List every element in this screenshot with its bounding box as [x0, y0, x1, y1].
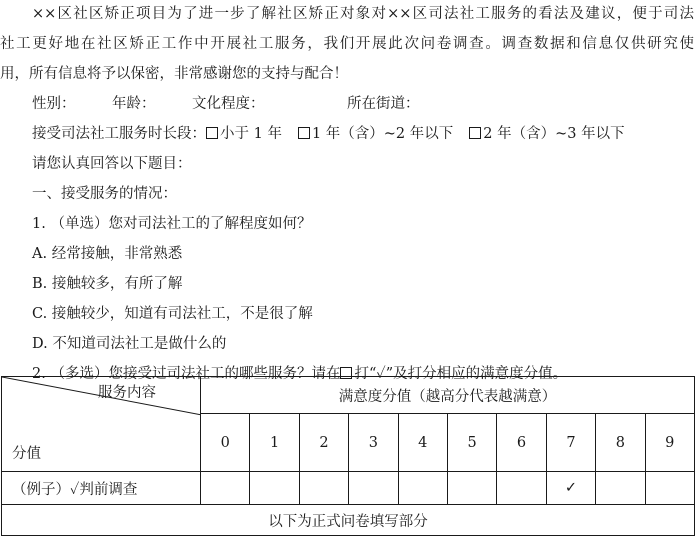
intro-line-1: ××区社区矫正项目为了进一步了解社区矫正对象对××区司法社工服务的看法及建议，便于司法: [32, 6, 694, 22]
example-label: （例子）✓判前调查: [2, 472, 201, 505]
duration-row: [32, 124, 625, 144]
satisfaction-table: [1, 376, 695, 536]
q1-option-b: B. 接触较多，有所了解: [32, 276, 183, 292]
example-cell-7[interactable]: [546, 472, 595, 505]
example-cell-3[interactable]: [349, 472, 398, 505]
score-col-1: 1: [250, 414, 299, 472]
checkbox-duration-lt1[interactable]: [206, 127, 218, 139]
q1-option-c: C. 接触较少，知道有司法社工，不是很了解: [32, 306, 313, 322]
example-cell-9[interactable]: [645, 472, 694, 505]
table-footer: 以下为正式问卷填写部分: [2, 505, 695, 536]
diag-score-label: 分值: [12, 446, 41, 462]
duration-option-1: 小于 1 年: [220, 126, 282, 142]
q1-option-d: D. 不知道司法社工是做什么的: [32, 336, 227, 352]
gender-label: 性别：: [32, 96, 76, 112]
question-2-text-a: 2. （多选）您接受过司法社工的哪些服务？请在: [32, 366, 341, 382]
question-2-text-b: 打“✓”及打分相应的满意度分值。: [354, 366, 568, 382]
duration-option-3: 2 年（含）~3 年以下: [483, 126, 625, 142]
intro-line-3: 用，所有信息将予以保密，非常感谢您的支持与配合！: [0, 66, 348, 82]
duration-option-2: 1 年（含）~2 年以下: [311, 126, 454, 142]
score-col-0: 0: [201, 414, 250, 472]
instruction: 请您认真回答以下题目：: [32, 156, 192, 172]
education-label: 文化程度：: [192, 96, 265, 112]
checkbox-duration-1to2[interactable]: [298, 127, 310, 139]
score-col-8: 8: [596, 414, 645, 472]
section-heading: 一、接受服务的情况：: [32, 186, 177, 202]
score-col-2: 2: [299, 414, 348, 472]
profile-row: [32, 94, 420, 114]
score-col-7: 7: [546, 414, 595, 472]
score-col-3: 3: [349, 414, 398, 472]
duration-label: 接受司法社工服务时长段：: [32, 126, 206, 142]
question-1: 1. （单选）您对司法社工的了解程度如何？: [32, 216, 312, 232]
intro-line-2: 社工更好地在社区矫正工作中开展社工服务，我们开展此次问卷调查。调查数据和信息仅供研究使: [0, 36, 694, 52]
example-cell-6[interactable]: [497, 472, 546, 505]
table-header-title: 满意度分值（越高分代表越满意）: [201, 377, 695, 414]
example-cell-2[interactable]: [299, 472, 348, 505]
street-label: 所在街道：: [347, 96, 420, 112]
checkbox-duration-2to3[interactable]: [469, 127, 481, 139]
diag-service-label: 服务内容: [98, 385, 156, 401]
example-cell-0[interactable]: [201, 472, 250, 505]
q1-option-a: A. 经常接触，非常熟悉: [32, 246, 183, 262]
example-cell-4[interactable]: [398, 472, 447, 505]
age-label: 年龄：: [112, 96, 156, 112]
score-col-5: 5: [447, 414, 496, 472]
score-col-6: 6: [497, 414, 546, 472]
score-col-9: 9: [645, 414, 694, 472]
diagonal-header-cell: [2, 377, 201, 472]
score-col-4: 4: [398, 414, 447, 472]
checkmark-icon: ✓: [564, 480, 577, 496]
example-cell-5[interactable]: [447, 472, 496, 505]
example-cell-1[interactable]: [250, 472, 299, 505]
example-row: [2, 472, 695, 505]
example-cell-8[interactable]: [596, 472, 645, 505]
